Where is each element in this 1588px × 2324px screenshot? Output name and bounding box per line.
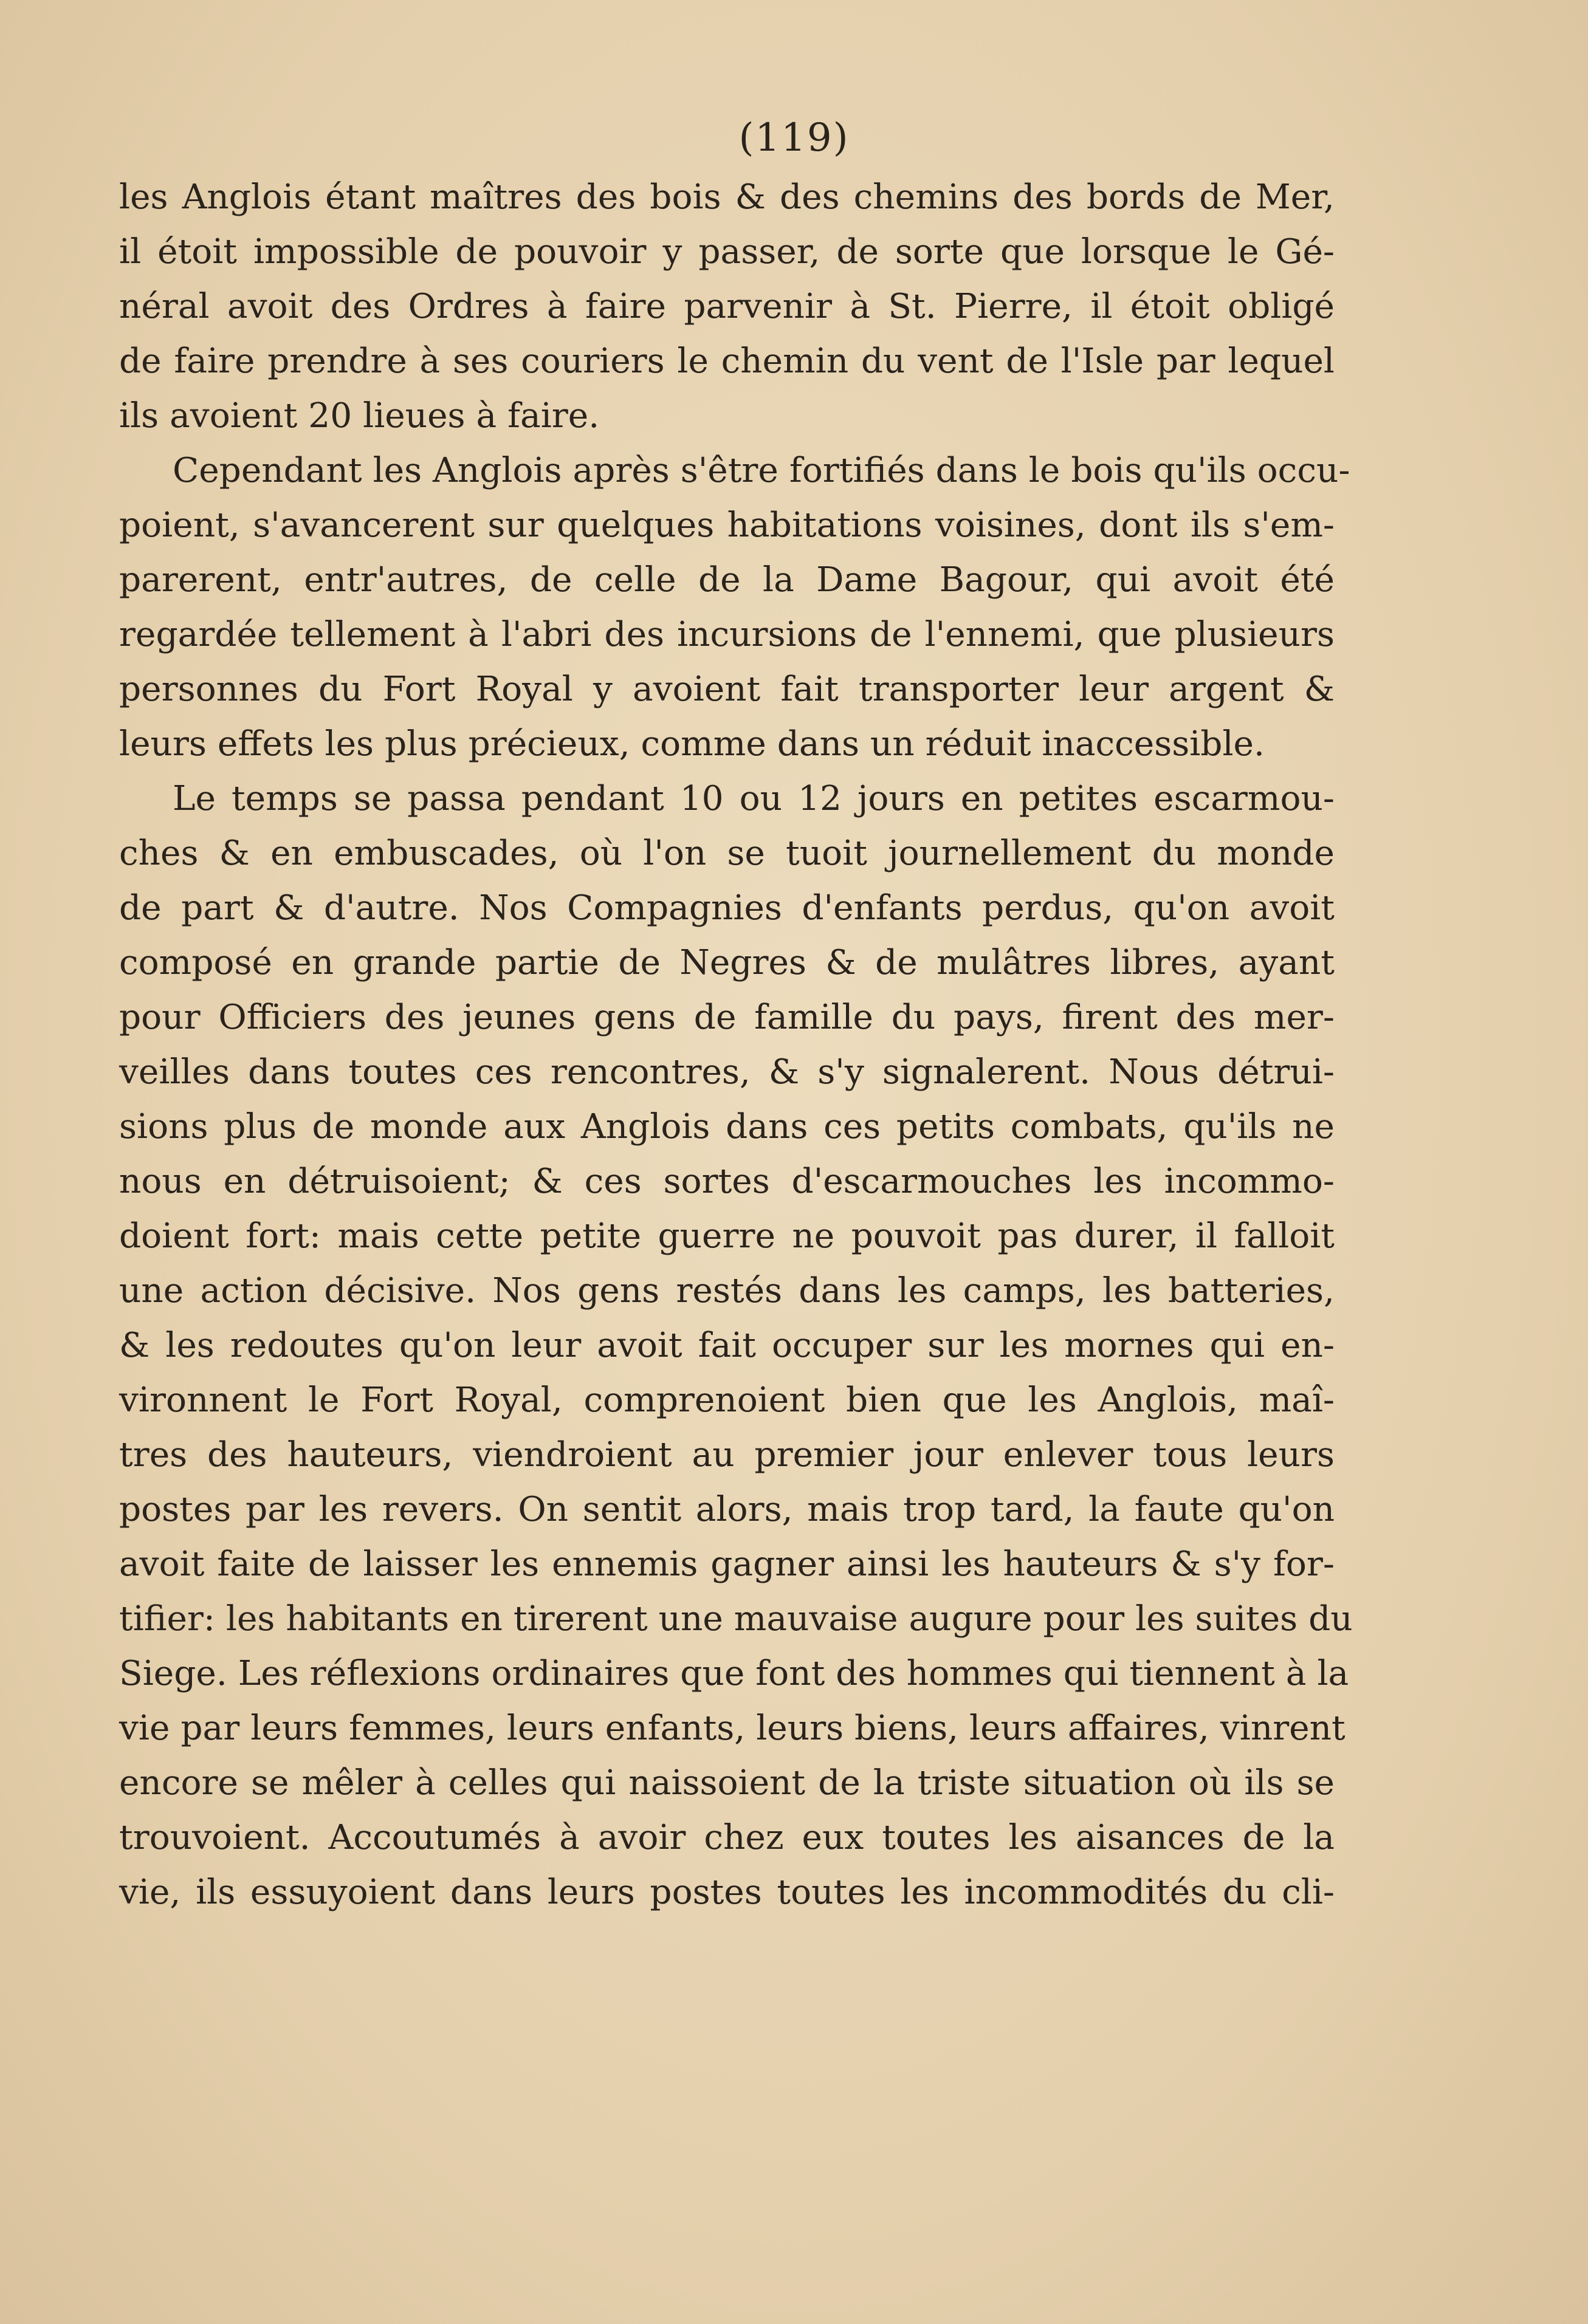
text-line: il étoit impossible de pouvoir y passer, de sorte que lorsque le Gé- bbox=[119, 232, 1335, 272]
text-line: doient fort: mais cette petite guerre ne pouvoit pas durer, il falloit bbox=[119, 1216, 1335, 1256]
text-line: pour Officiers des jeunes gens de famille du pays, firent des mer- bbox=[119, 998, 1335, 1037]
text-line: Siege. Les réflexions ordinaires que font des hommes qui tiennent à la bbox=[119, 1654, 1349, 1693]
text-line: nous en détruisoient; & ces sortes d'escarmouches les incommo- bbox=[119, 1162, 1335, 1201]
text-line: personnes du Fort Royal y avoient fait transporter leur argent & bbox=[119, 670, 1335, 709]
text-line: vie par leurs femmes, leurs enfants, leurs biens, leurs affaires, vinrent bbox=[119, 1709, 1346, 1748]
text-line: de part & d'autre. Nos Compagnies d'enfants perdus, qu'on avoit bbox=[119, 888, 1335, 928]
text-line: une action décisive. Nos gens restés dans les camps, les batteries, bbox=[119, 1271, 1335, 1311]
text-line: encore se mêler à celles qui naissoient de la triste situation où ils se bbox=[119, 1763, 1335, 1803]
text-line: sions plus de monde aux Anglois dans ces petits combats, qu'ils ne bbox=[119, 1107, 1335, 1147]
text-line: Le temps se passa pendant 10 ou 12 jours en petites escarmou- bbox=[173, 779, 1335, 818]
paragraph-2 bbox=[119, 444, 1350, 772]
text-line: ils avoient 20 lieues à faire. bbox=[119, 396, 600, 436]
text-line: tres des hauteurs, viendroient au premier jour enlever tous leurs bbox=[119, 1435, 1335, 1475]
text-line: & les redoutes qu'on leur avoit fait occuper sur les mornes qui en- bbox=[119, 1326, 1335, 1365]
text-line: trouvoient. Accoutumés à avoir chez eux toutes les aisances de la bbox=[119, 1818, 1335, 1857]
text-line: regardée tellement à l'abri des incursions de l'ennemi, que plusieurs bbox=[119, 615, 1335, 654]
paragraph-3 bbox=[119, 772, 1353, 1920]
text-line: ches & en embuscades, où l'on se tuoit journellement du monde bbox=[119, 834, 1335, 873]
text-line: leurs effets les plus précieux, comme dans un réduit inaccessible. bbox=[119, 724, 1265, 764]
text-line: Cependant les Anglois après s'être fortifiés dans le bois qu'ils occu- bbox=[173, 451, 1350, 490]
paragraph-1 bbox=[119, 170, 1335, 444]
text-line: vie, ils essuyoient dans leurs postes toutes les incommodités du cli- bbox=[119, 1873, 1335, 1912]
text-line: tifier: les habitants en tirerent une mauvaise augure pour les suites du bbox=[119, 1599, 1353, 1639]
text-line: veilles dans toutes ces rencontres, & s'y signalerent. Nous détrui- bbox=[119, 1052, 1335, 1092]
text-line: néral avoit des Ordres à faire parvenir à St. Pierre, il étoit obligé bbox=[119, 287, 1335, 326]
text-line: les Anglois étant maîtres des bois & des chemins des bords de Mer, bbox=[119, 177, 1335, 217]
body-text bbox=[119, 170, 1353, 1920]
page-number: (119) bbox=[738, 115, 850, 160]
text-line: postes par les revers. On sentit alors, mais trop tard, la faute qu'on bbox=[119, 1490, 1335, 1529]
text-line: avoit faite de laisser les ennemis gagner ainsi les hauteurs & s'y for- bbox=[119, 1544, 1335, 1584]
text-line: vironnent le Fort Royal, comprenoient bien que les Anglois, maî- bbox=[119, 1380, 1335, 1420]
text-line: de faire prendre à ses couriers le chemin du vent de l'Isle par lequel bbox=[119, 341, 1335, 381]
text-line: composé en grande partie de Negres & de mulâtres libres, ayant bbox=[119, 943, 1335, 982]
text-line: parerent, entr'autres, de celle de la Dame Bagour, qui avoit été bbox=[119, 560, 1335, 600]
text-line: poient, s'avancerent sur quelques habitations voisines, dont ils s'em- bbox=[119, 506, 1335, 545]
